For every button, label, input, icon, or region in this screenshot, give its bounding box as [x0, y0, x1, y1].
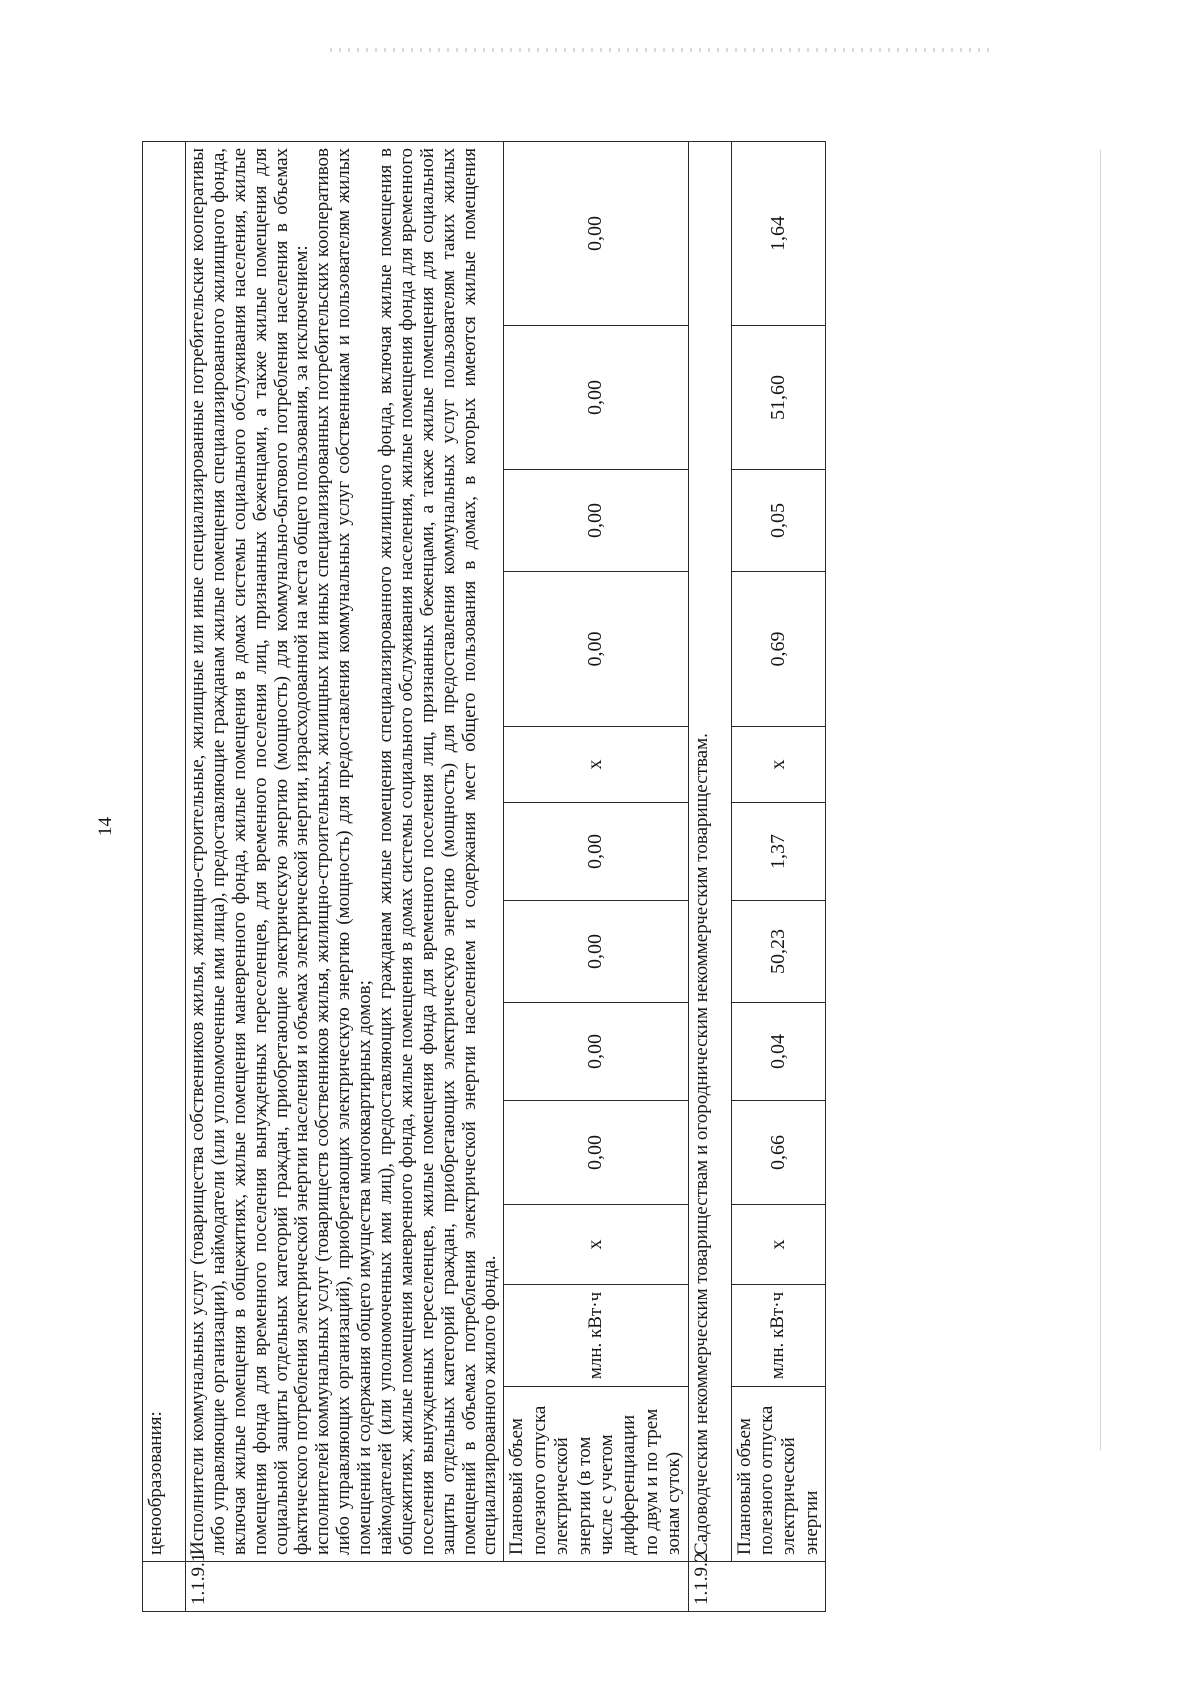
header-row — [143, 141, 186, 1611]
row-label: Плановый объем полезного отпуска электрической энергии — [731, 1387, 826, 1562]
section-1-paragraph: исполнителей коммунальных услуг (товариществ собственников жилья, жилищно-строительных, жилищных или иных специализированных потребительских кооперативов либо управляющих организаций), приобретающих электрическую энергию (мощность) для предоставления коммунальных услуг собственникам и пользователям жилых помещений и содержания общего имущества многоквартирных домов; — [312, 147, 376, 1555]
value-cell: 0,04 — [731, 1003, 826, 1101]
value-cell: 0,00 — [504, 1003, 688, 1101]
section-2-data-row — [731, 141, 826, 1611]
value-cell: 0,00 — [504, 141, 688, 325]
value-cell: x — [504, 1205, 688, 1285]
section-1-text-row — [186, 141, 504, 1611]
value-cell: 0,00 — [504, 803, 688, 901]
page-number: 14 — [95, 817, 116, 836]
value-cell: 0,66 — [731, 1101, 826, 1205]
value-cell: 1,64 — [731, 141, 826, 325]
section-2-code: 1.1.9.2 — [688, 1562, 826, 1612]
section-1-paragraph: Исполнители коммунальных услуг (товарищества собственников жилья, жилищно-строительные, жилищные или иные специализированные потребительские кооперативы либо управляющие организации), наймодатели (или уполномоченные ими лица), предоставляющие гражданам жилые помещения специализированного жилищного фонда, включая жилые помещения в общежитиях, жилые помещения маневренного фонда, жилые помещения в домах системы социального обслуживания населения, жилые помещения фонда для временного поселения вынужденных переселенцев, для временного поселения лиц, признанных беженцами, а также жилые помещения для социальной защиты отдельных категорий граждан, приобретающие электрическую энергию (мощность) для коммунально-бытового потребления населения в объемах фактического потребления электрической энергии населения и объемах электрической энергии, израсходованной на места общего пользования, за исключением: — [187, 147, 313, 1555]
value-cell: 0,00 — [504, 326, 688, 470]
value-cell: 0,00 — [504, 901, 688, 1003]
section-1-data-row — [504, 141, 688, 1611]
row-label: Плановый объем полезного отпуска электрической энергии (в том числе с учетом дифференциации по двум и по трем зонам суток) — [504, 1387, 688, 1562]
unit-cell: млн. кВт·ч — [504, 1285, 688, 1387]
value-cell: 0,00 — [504, 572, 688, 727]
tariff-table — [142, 141, 826, 1612]
scan-edge-line — [1100, 150, 1101, 1450]
value-cell: x — [731, 727, 826, 803]
value-cell: 0,00 — [504, 1101, 688, 1205]
section-2-title: Садоводческим некоммерческим товариществам и огородническим некоммерческим товариществам. — [688, 141, 731, 1561]
unit-cell: млн. кВт·ч — [731, 1285, 826, 1387]
value-cell: 51,60 — [731, 326, 826, 470]
scan-artifact — [330, 48, 990, 52]
value-cell: x — [731, 1205, 826, 1285]
value-cell: 0,69 — [731, 572, 826, 727]
value-cell: 0,00 — [504, 470, 688, 572]
header-empty-cell — [143, 1562, 186, 1612]
section-1-paragraph: наймодателей (или уполномоченных ими лиц), предоставляющих гражданам жилые помещения специализированного жилищного фонда, включая жилые помещения в общежитиях, жилые помещения маневренного фонда, жилые помещения в домах системы социального обслуживания населения, жилые помещения фонда для временного поселения вынужденных переселенцев, жилые помещения фонда для временного поселения лиц, признанных беженцами, а также жилые помещения для социальной защиты отдельных категорий граждан, приобретающих электрическую энергию (мощность) для предоставления коммунальных услуг пользователям таких жилых помещений в объемах потребления электрической энергии населением и содержания мест общего пользования в домах, в которых имеются жилые помещения специализированного жилого фонда. — [375, 147, 501, 1555]
value-cell: 1,37 — [731, 803, 826, 901]
value-cell: 0,05 — [731, 470, 826, 572]
value-cell: x — [504, 727, 688, 803]
section-1-code: 1.1.9.1 — [186, 1562, 689, 1612]
rotated-page-content — [142, 142, 1097, 1612]
header-label: ценообразования: — [143, 141, 186, 1561]
value-cell: 50,23 — [731, 901, 826, 1003]
section-1-description — [186, 141, 504, 1561]
section-2-title-row — [688, 141, 731, 1611]
